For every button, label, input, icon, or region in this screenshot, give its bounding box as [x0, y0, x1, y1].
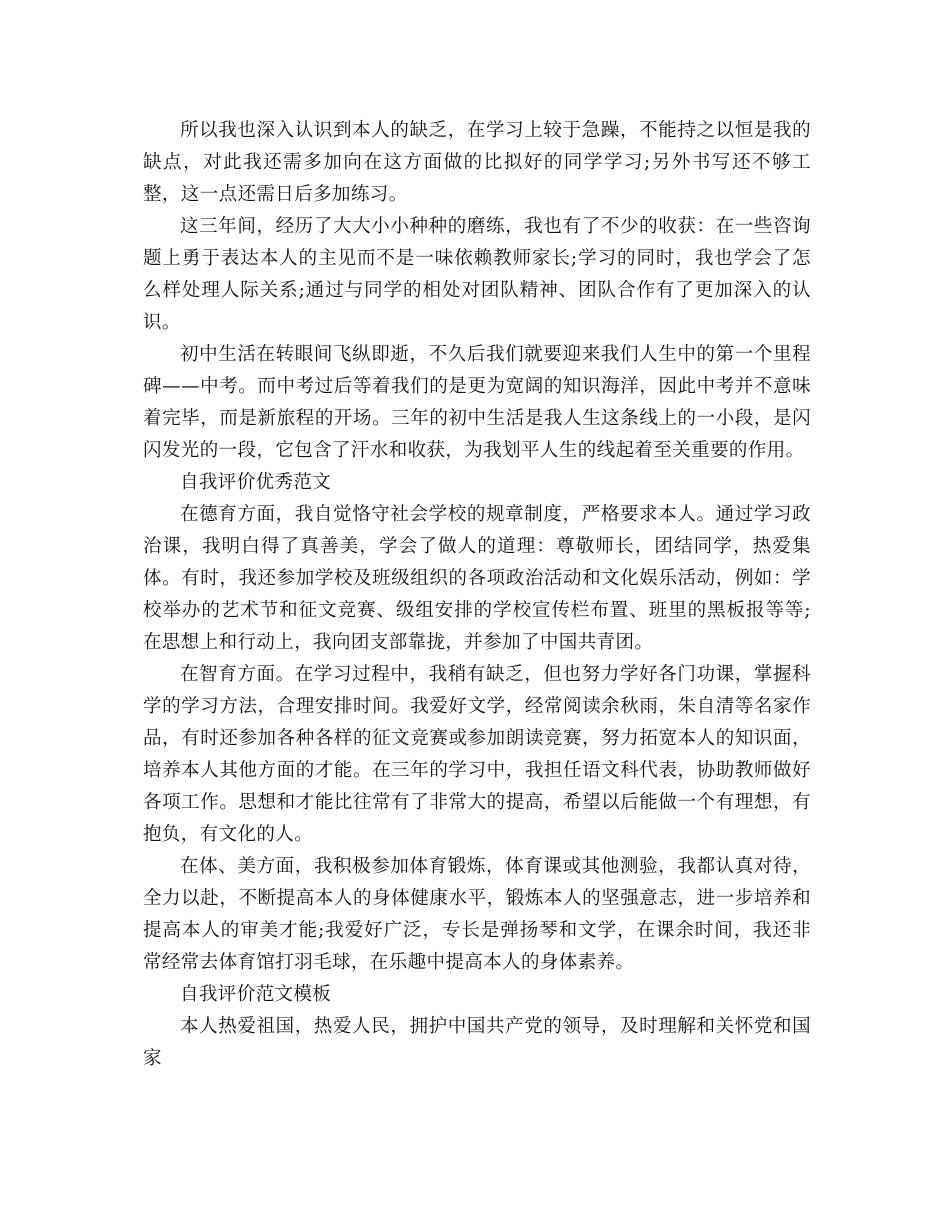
paragraph-physical-aesthetic: 在体、美方面，我积极参加体育锻炼，体育课或其他测验，我都认真对待，全力以赴，不断提高本人的身体健康水平，锻炼本人的坚强意志，进一步培养和提高本人的审美才能;我爱好广泛，专长是弹扬琴和文学，在课余时间，我还非常经常去体育馆打羽毛球，在乐趣中提高本人的身体素养。	[143, 856, 811, 973]
paragraph-milestone: 初中生活在转眼间飞纵即逝，不久后我们就要迎来我们人生中的第一个里程碑——中考。而中考过后等着我们的是更为宽阔的知识海洋，因此中考并不意味着完毕，而是新旅程的开场。三年的初中生活是我人生这条线上的一小段，是闪闪发光的一段，它包含了汗水和收获，为我划平人生的线起着至关重要的作用。	[143, 344, 811, 461]
section-heading-excellent-example: 自我评价优秀范文	[180, 472, 332, 493]
section-heading-template: 自我评价范文模板	[180, 984, 332, 1005]
paragraph-patriotism: 本人热爱祖国，热爱人民，拥护中国共产党的领导，及时理解和关怀党和国家	[143, 1016, 811, 1069]
paragraph-gains: 这三年间，经历了大大小小种种的磨练，我也有了不少的收获：在一些咨询题上勇于表达本人的主见而不是一味依赖教师家长;学习的同时，我也学会了怎么样处理人际关系;通过与同学的相处对团队精神、团队合作有了更加深入的认识。	[143, 216, 811, 333]
paragraph-shortcomings: 所以我也深入认识到本人的缺乏，在学习上较于急躁，不能持之以恒是我的缺点，对此我还需多加向在这方面做的比拟好的同学学习;另外书写还不够工整，这一点还需日后多加练习。	[143, 120, 811, 205]
paragraph-intellectual-education: 在智育方面。在学习过程中，我稍有缺乏，但也努力学好各门功课，掌握科学的学习方法，合理安排时间。我爱好文学，经常阅读余秋雨，朱自清等名家作品，有时还参加各种各样的征文竞赛或参加朗读竞赛，努力拓宽本人的知识面，培养本人其他方面的才能。在三年的学习中，我担任语文科代表，协助教师做好各项工作。思想和才能比往常有了非常大的提高，希望以后能做一个有理想，有抱负，有文化的人。	[143, 664, 811, 845]
paragraph-moral-education: 在德育方面，我自觉恪守社会学校的规章制度，严格要求本人。通过学习政治课，我明白得了真善美，学会了做人的道理：尊敬师长，团结同学，热爱集体。有时，我还参加学校及班级组织的各项政治活动和文化娱乐活动，例如：学校举办的艺术节和征文竞赛、级组安排的学校宣传栏布置、班里的黑板报等等;在思想上和行动上，我向团支部靠拢，并参加了中国共青团。	[143, 504, 811, 653]
document-body	[143, 115, 811, 1075]
